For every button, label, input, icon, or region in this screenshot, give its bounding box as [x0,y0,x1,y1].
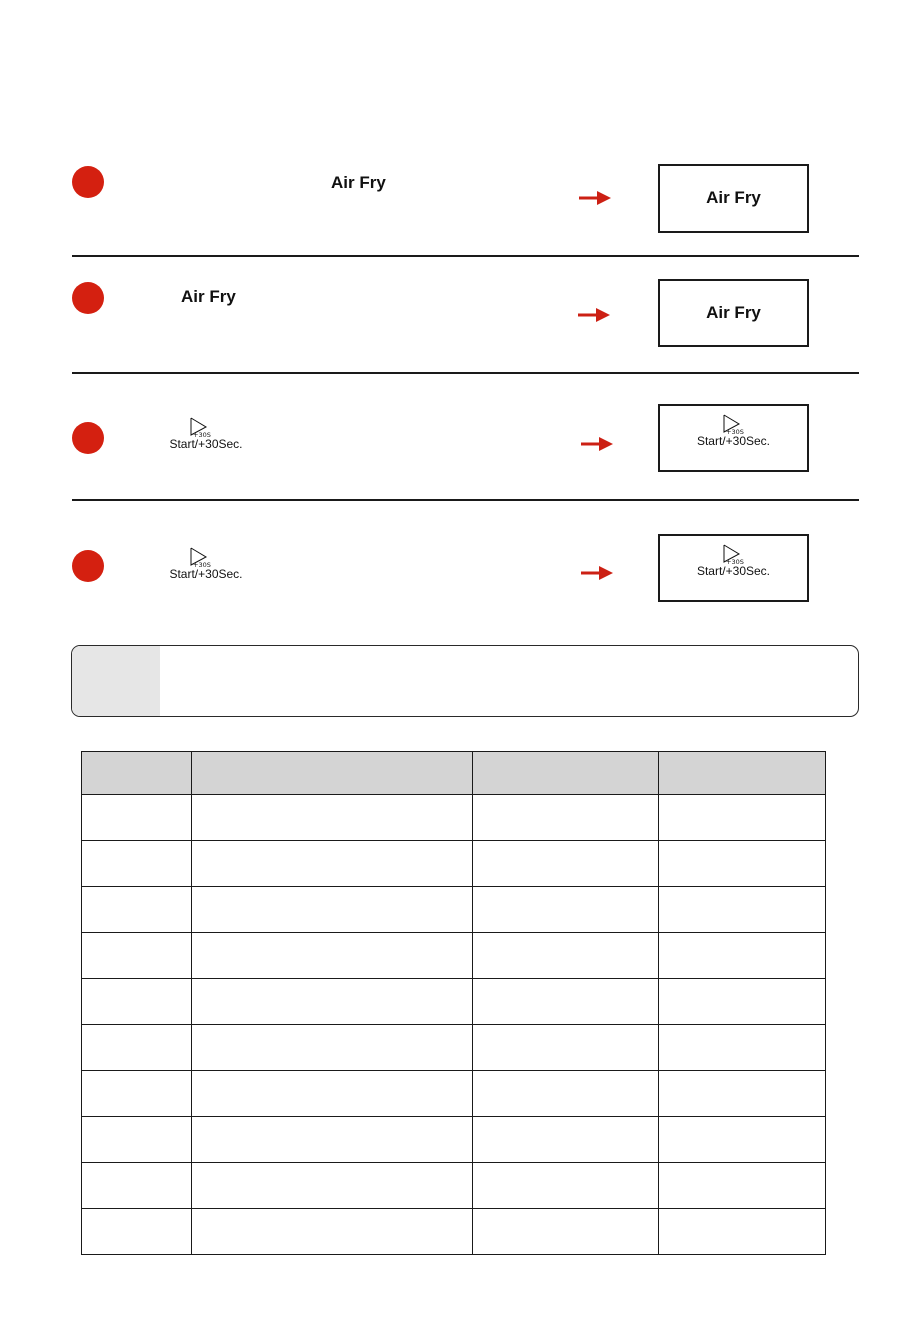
table-cell [192,1163,473,1209]
svg-text:+30S: +30S [193,431,211,437]
step-divider [72,499,859,501]
table-cell [82,1163,192,1209]
table-cell [659,979,826,1025]
table-cell [192,1117,473,1163]
display-screen [658,534,809,602]
air-fry-button-label: Air Fry [331,173,386,192]
table-row [82,841,826,887]
table-cell [192,1071,473,1117]
right-arrow-icon [581,566,613,580]
table-cell [659,933,826,979]
table-header-cell [473,752,659,795]
start-30s-label: Start/+30Sec. [169,567,243,581]
display-screen [658,164,809,233]
table-cell [82,841,192,887]
step-1-marker [72,166,104,198]
table-cell [82,1209,192,1255]
table-row [82,1163,826,1209]
table-cell [82,795,192,841]
note-tab [72,646,160,716]
display-screen [658,279,809,347]
table-row [82,1025,826,1071]
display-text: Air Fry [706,303,761,322]
display-screen [658,404,809,472]
table-cell [659,1025,826,1071]
table-cell [473,887,659,933]
table-row [82,1209,826,1255]
table-row [82,887,826,933]
table-row [82,1117,826,1163]
display-text: Air Fry [706,188,761,207]
table-cell [192,1025,473,1071]
table-row [82,933,826,979]
display-text: Start/+30Sec. [696,564,771,578]
table-body [82,795,826,1255]
svg-text:+30S: +30S [193,561,211,567]
table-cell [659,1071,826,1117]
table-cell [192,979,473,1025]
svg-text:+30S: +30S [725,558,744,564]
step-3-marker [72,422,104,454]
air-fry-button-label: Air Fry [181,287,236,306]
right-arrow-icon [579,191,611,205]
cooking-guide-table [81,751,826,1255]
table-row [82,979,826,1025]
table-cell [659,1209,826,1255]
step-divider [72,255,859,257]
table-cell [82,1117,192,1163]
right-arrow-icon [581,437,613,451]
table-row [82,795,826,841]
table-cell [659,841,826,887]
step-2-marker [72,282,104,314]
table-cell [473,1163,659,1209]
table-cell [473,1117,659,1163]
table-cell [82,933,192,979]
table-cell [473,841,659,887]
table-cell [82,979,192,1025]
display-text: Start/+30Sec. [696,434,771,448]
table-cell [473,1209,659,1255]
table-cell [473,933,659,979]
step-divider [72,372,859,374]
table-cell [473,1071,659,1117]
table-cell [659,887,826,933]
play-triangle-icon [188,417,214,437]
table-cell [659,1117,826,1163]
svg-text:+30S: +30S [725,428,744,434]
right-arrow-icon [578,308,610,322]
play-triangle-icon [188,547,214,567]
start-30s-button [158,547,254,581]
start-30s-label: Start/+30Sec. [169,437,243,451]
table-cell [192,841,473,887]
table-cell [192,795,473,841]
table-header-cell [192,752,473,795]
step-4-marker [72,550,104,582]
table-cell [82,1025,192,1071]
table-cell [473,795,659,841]
note-box [71,645,859,717]
table-header-row [82,752,826,795]
table-cell [659,1163,826,1209]
table-cell [82,1071,192,1117]
table-row [82,1071,826,1117]
display-start-group [660,544,807,578]
display-start-group [660,414,807,448]
table-cell [192,887,473,933]
play-triangle-icon [721,544,747,564]
table-cell [192,933,473,979]
table-cell [473,1025,659,1071]
table-cell [659,795,826,841]
table-header-cell [82,752,192,795]
table-cell [82,887,192,933]
play-triangle-icon [721,414,747,434]
start-30s-button [158,417,254,451]
table-cell [192,1209,473,1255]
table-header-cell [659,752,826,795]
table-cell [473,979,659,1025]
